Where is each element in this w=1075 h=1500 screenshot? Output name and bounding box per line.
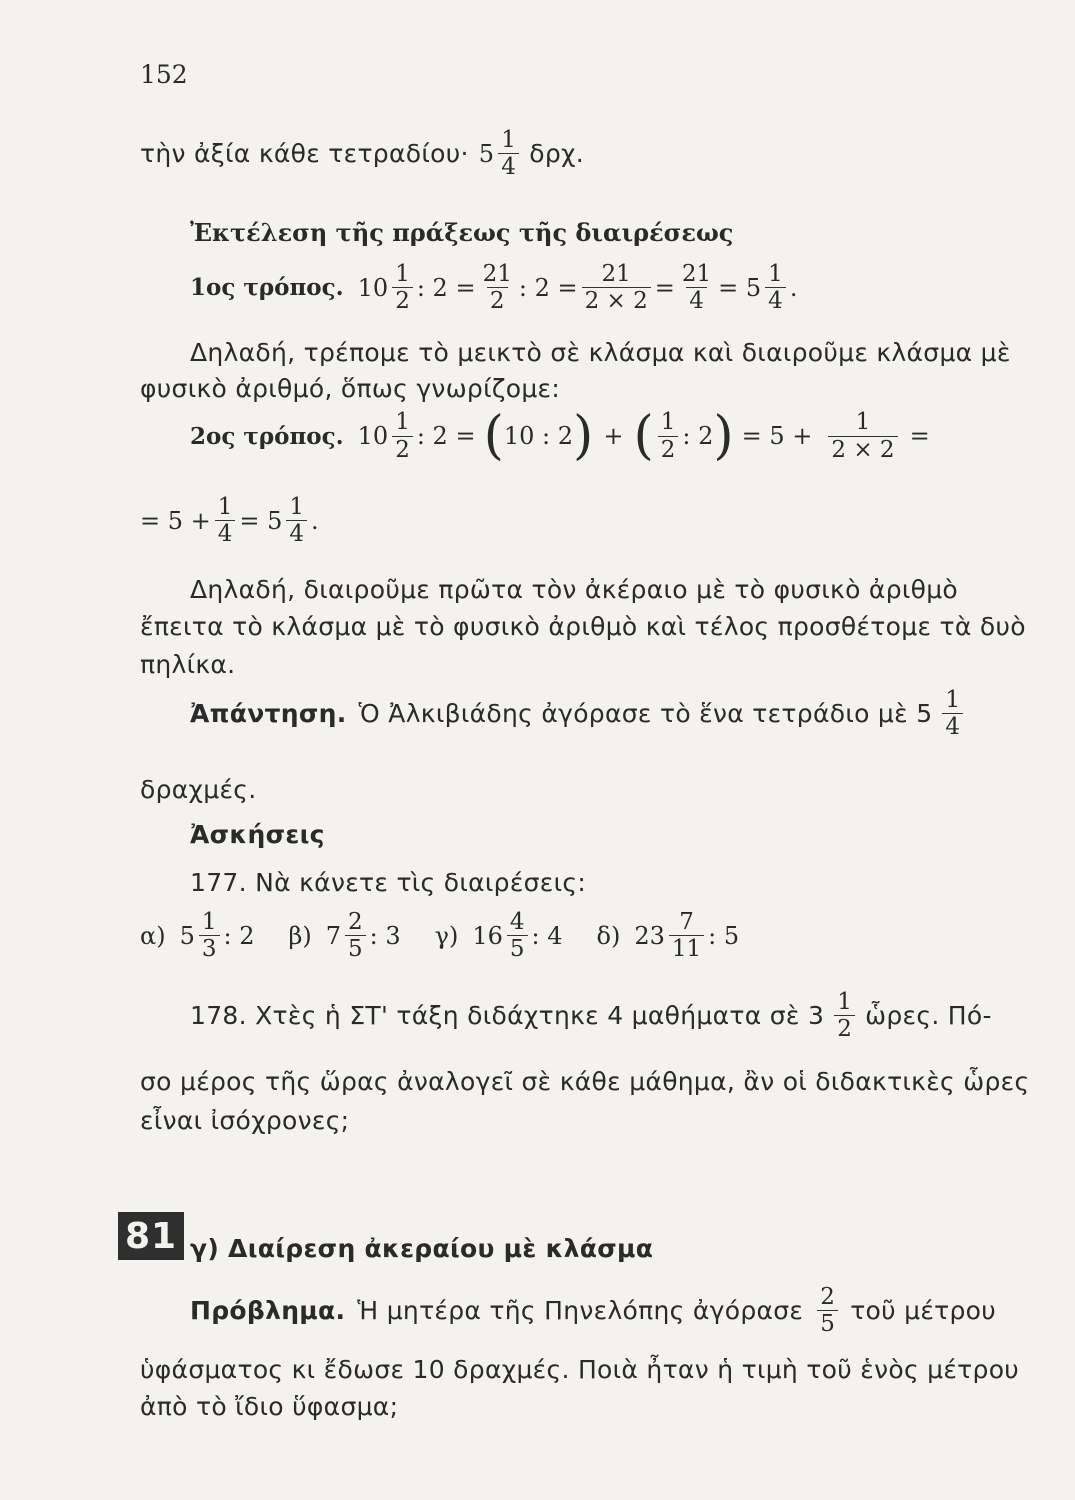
fraction: $\frac{1}{2}$ (392, 262, 413, 313)
page-number: 152 (140, 60, 188, 89)
fraction: $\frac{21}{4}$ (681, 261, 712, 315)
exercise-item: β) 7 $\frac{2}{5}$ : 3 (288, 909, 401, 963)
method-1 (190, 262, 797, 313)
answer-text: Ὁ Ἀλκιβιάδης ἀγόρασε τὸ ἕνα τετράδιο μὲ 5 (358, 699, 933, 729)
math-op: : 2 = (416, 273, 476, 302)
section-heading: Ἐκτέλεση τῆς πράξεως τῆς διαιρέσεως (190, 218, 734, 247)
exercise-item: α) 5 $\frac{1}{3}$ : 2 (140, 909, 255, 963)
exercise-item: γ) 16 $\frac{4}{5}$ : 4 (434, 909, 563, 963)
right-paren: ) (713, 406, 734, 466)
exercise-178-line-3: εἶναι ἰσόχρονες; (140, 1106, 350, 1135)
fraction: $\frac{1}{4}$ (215, 495, 236, 546)
explanation-1-line-2: φυσικὸ ἀριθμό, ὅπως γνωρίζομε: (140, 374, 561, 403)
math-op: = (909, 422, 930, 450)
section-number-badge: 81 (118, 1212, 184, 1260)
method-2-label: 2ος τρόπος. (190, 422, 344, 450)
answer-continuation: δραχμές. (140, 775, 257, 804)
fraction: $\frac{1}{2}$ (658, 410, 679, 461)
fraction: $\frac{1}{4}$ (765, 262, 786, 313)
method-2-continuation (140, 495, 319, 546)
math-op: = 5 (718, 273, 762, 302)
math-op: = 5 + (140, 506, 211, 535)
exercise-177-items (140, 910, 739, 961)
paren-inner: 10 : 2 (503, 422, 574, 450)
fraction: $\frac{21}{2 \times 2}$ (582, 262, 651, 313)
fraction: $\frac{21}{2}$ (482, 261, 512, 315)
exercise-178-line-2: σο μέρος τῆς ὥρας ἀναλογεῖ σὲ κάθε μάθημα, ἂν οἱ διδακτικὲς ὧρες (140, 1067, 1030, 1096)
explanation-2-line-2: ἔπειτα τὸ κλάσμα μὲ τὸ φυσικὸ ἀριθμὸ καὶ τέλος προσθέτομε τὰ δυὸ (140, 612, 1026, 641)
fraction: $\frac{1}{2 \times 2}$ (828, 410, 897, 461)
math-op: . (789, 273, 798, 302)
math-op: = 5 (239, 506, 283, 535)
fraction: $\frac{1}{2}$ (392, 410, 413, 461)
section-81-title: γ) Διαίρεση ἀκεραίου μὲ κλάσμα (190, 1234, 654, 1263)
exercise-178-text-end: ὧρες. Πό- (865, 1001, 992, 1031)
problem-line-1 (190, 1285, 996, 1336)
paren-inner: : 2 (682, 422, 714, 450)
problem-label: Πρόβλημα. (190, 1296, 346, 1326)
answer-label: Ἀπάντηση. (190, 699, 347, 729)
explanation-2-line-1: Δηλαδή, διαιροῦμε πρῶτα τὸν ἀκέραιο μὲ τὸ φυσικὸ ἀριθμὸ (190, 575, 959, 604)
math-op: . (311, 506, 319, 535)
problem-text-end: τοῦ μέτρου (850, 1296, 997, 1326)
fraction: $\frac{1}{2}$ (834, 990, 855, 1041)
explanation-1-line-1: Δηλαδή, τρέπομε τὸ μεικτὸ σὲ κλάσμα καὶ διαιροῦμε κλάσμα μὲ (190, 338, 1011, 367)
math-op: = (654, 273, 675, 302)
problem-line-3: ἀπὸ τὸ ἴδιο ὕφασμα; (140, 1392, 399, 1421)
exercises-heading: Ἀσκήσεις (190, 820, 325, 849)
answer-fraction: $\frac{1}{4}$ (942, 688, 963, 739)
fraction: $\frac{2}{5}$ (817, 1285, 838, 1336)
method-1-whole: 10 (357, 273, 389, 302)
left-paren: ( (633, 406, 654, 466)
exercise-178-line-1 (190, 990, 992, 1041)
top-line-whole: 5 (478, 139, 495, 168)
right-paren: ) (573, 406, 594, 466)
top-line-text: τὴν ἀξία κάθε τετραδίου· (140, 139, 469, 169)
top-line (140, 128, 584, 179)
exercise-177-text: 177. Νὰ κάνετε τὶς διαιρέσεις: (190, 868, 587, 897)
math-op: + (603, 422, 624, 450)
math-op: : 2 = (518, 273, 578, 302)
method-2-whole: 10 (357, 422, 389, 450)
left-paren: ( (483, 406, 504, 466)
method-2 (190, 406, 930, 466)
problem-line-2: ὑφάσματος κι ἔδωσε 10 δραχμές. Ποιὰ ἦταν ἡ τιμὴ τοῦ ἑνὸς μέτρου (140, 1355, 1020, 1384)
method-1-label: 1ος τρόπος. (190, 274, 344, 302)
problem-text: Ἡ μητέρα τῆς Πηνελόπης ἀγόρασε (357, 1296, 804, 1326)
answer (190, 688, 967, 739)
exercise-item: δ) 23 $\frac{7}{11}$ : 5 (596, 909, 740, 963)
top-line-unit: δρχ. (529, 139, 584, 169)
exercise-178-text: 178. Χτὲς ἡ ΣΤ' τάξη διδάχτηκε 4 μαθήματα σὲ 3 (190, 1001, 825, 1031)
top-line-fraction: $\frac{1}{4}$ (498, 128, 519, 179)
math-op: = 5 + (741, 422, 813, 450)
explanation-2-line-3: πηλίκα. (140, 650, 236, 679)
fraction: $\frac{1}{4}$ (286, 495, 307, 546)
math-op: : 2 = (416, 422, 476, 450)
